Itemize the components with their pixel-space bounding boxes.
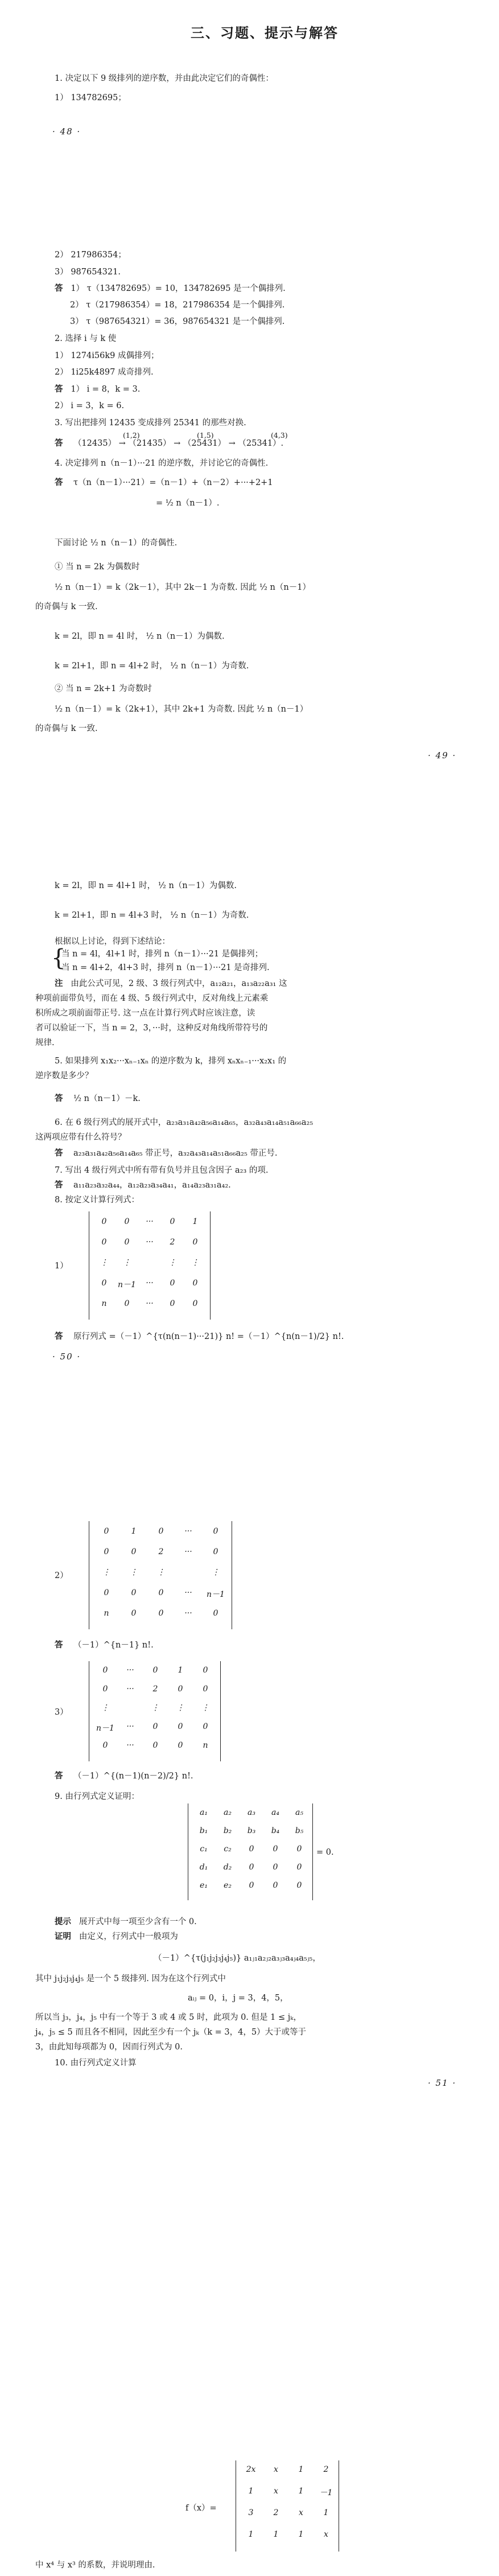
det-cell: 2x bbox=[246, 2465, 256, 2474]
q2-item1: 1） 1274i56k9 成偶排列； bbox=[55, 351, 159, 360]
q1-answer2: 2） τ（217986354）= 18，217986354 是一个偶排列. bbox=[70, 301, 285, 310]
answer-label: 答 bbox=[55, 1180, 63, 1190]
det-cell: 0 bbox=[131, 1547, 137, 1556]
det-cell: n bbox=[101, 1299, 107, 1308]
det-cell: ··· bbox=[184, 1609, 192, 1618]
answer-label: 答 bbox=[55, 284, 63, 293]
det-cell: n－1 bbox=[96, 1724, 114, 1733]
det-cell: 0 bbox=[273, 1863, 278, 1872]
q9-eq: = 0. bbox=[316, 1848, 334, 1857]
det-cell: 1 bbox=[298, 2465, 304, 2474]
det-cell: ··· bbox=[126, 1741, 134, 1750]
det-cell: 1 bbox=[323, 2508, 329, 2517]
det-cell: ··· bbox=[126, 1722, 134, 1731]
det-cell: 0 bbox=[131, 1609, 137, 1618]
det-cell: ··· bbox=[126, 1666, 134, 1675]
det-cell: c₁ bbox=[200, 1844, 208, 1854]
det-cell: a₁ bbox=[200, 1808, 208, 1817]
det-cell: n bbox=[104, 1609, 109, 1618]
det-cell: x bbox=[299, 2508, 303, 2517]
det-cell: a₂ bbox=[224, 1808, 232, 1817]
det-cell: ⋮ bbox=[191, 1258, 199, 1267]
q7-answer bbox=[55, 1180, 231, 1191]
det-cell: 1 bbox=[192, 1217, 198, 1226]
det-cell: 0 bbox=[102, 1666, 108, 1675]
answer-text: ½ n（n－1）－k. bbox=[73, 1094, 141, 1103]
det-cell: 2 bbox=[170, 1238, 175, 1247]
q10-det bbox=[236, 2460, 339, 2552]
q4-case1-b: k = 2l+1，即 n = 4l+2 时， ½ n（n－1）为奇数. bbox=[55, 662, 249, 671]
q4-case2-l1: ½ n（n－1）= k（2k+1），其中 2k+1 为奇数. 因此 ½ n（n－1） bbox=[55, 705, 308, 714]
det-cell: b₅ bbox=[295, 1826, 304, 1835]
q4-case2-l2: 的奇偶与 k 一致. bbox=[35, 724, 98, 733]
q5-answer bbox=[55, 1093, 141, 1104]
q4-case2-a: k = 2l，即 n = 4l+1 时， ½ n（n－1）为偶数. bbox=[55, 881, 237, 890]
hint-label: 提示 bbox=[55, 1917, 71, 1926]
det-cell: 0 bbox=[104, 1547, 109, 1556]
answer-text: 1） i = 8，k = 3. bbox=[71, 385, 141, 394]
det-cell: －1 bbox=[319, 2488, 333, 2497]
page-number-50: · 50 · bbox=[52, 1351, 81, 1362]
proof-label: 证明 bbox=[55, 1932, 71, 1941]
q4-case1-l2: 的奇偶与 k 一致. bbox=[35, 602, 98, 611]
det-cell: ⋮ bbox=[176, 1703, 184, 1712]
det-cell: 2 bbox=[152, 1685, 158, 1694]
answer-label: 答 bbox=[55, 1640, 63, 1650]
det-cell: e₁ bbox=[200, 1881, 208, 1890]
det-cell: x bbox=[274, 2465, 278, 2474]
q10-tail: 中 x⁴ 与 x³ 的系数，并说明理由. bbox=[35, 2561, 155, 2570]
q8-det3-label: 3） bbox=[55, 1708, 68, 1717]
det-cell: ⋮ bbox=[101, 1703, 109, 1712]
det-cell: ··· bbox=[126, 1685, 134, 1694]
det-cell: ··· bbox=[146, 1299, 154, 1308]
note-text: 由此公式可见，2 级、3 级行列式中，a₁₂a₂₁，a₁₃a₂₂a₃₁ 这 bbox=[71, 979, 287, 988]
det-cell: 0 bbox=[124, 1217, 130, 1226]
det-cell: e₂ bbox=[224, 1881, 232, 1890]
det-cell: 3 bbox=[248, 2508, 254, 2517]
q9-proof-l4: 所以当 j₃，j₄，j₅ 中有一个等于 3 或 4 或 5 时，此项为 0. 但是 1 ≤ jₖ， bbox=[35, 2013, 302, 2022]
det-cell: 0 bbox=[203, 1666, 208, 1675]
q6-prompt-l2: 这两项应带有什么符号？ bbox=[35, 1133, 126, 1142]
transposition-1: (1,2) bbox=[123, 431, 140, 439]
q5-prompt-l1: 5. 如果排列 x₁x₂···xₙ₋₁xₙ 的逆序数为 k，排列 xₙxₙ₋₁···x₂x₁ 的 bbox=[55, 1057, 287, 1066]
q4-case1: ① 当 n = 2k 为偶数时 bbox=[55, 562, 140, 572]
det-cell: b₃ bbox=[247, 1826, 256, 1835]
det-cell: 0 bbox=[158, 1527, 164, 1536]
det-cell: 0 bbox=[178, 1741, 183, 1750]
det-cell: 0 bbox=[249, 1844, 254, 1854]
answer-label: 答 bbox=[55, 478, 63, 487]
answer-label: 答 bbox=[55, 1332, 63, 1341]
det-cell: 0 bbox=[192, 1279, 198, 1288]
det-cell: 1 bbox=[273, 2530, 279, 2539]
det-cell: ⋮ bbox=[212, 1568, 220, 1577]
q9-proof-l1 bbox=[55, 1931, 178, 1942]
q4-prompt: 4. 决定排列 n（n－1）···21 的逆序数，并讨论它的奇偶性. bbox=[55, 459, 269, 468]
answer-label: 答 bbox=[55, 1148, 63, 1158]
q2-item2: 2） 1i25k4897 成奇排列. bbox=[55, 368, 154, 377]
q6-answer bbox=[55, 1148, 278, 1159]
det-cell: 0 bbox=[170, 1299, 175, 1308]
conclusion-brace: { bbox=[51, 945, 66, 971]
det-cell: 2 bbox=[273, 2508, 279, 2517]
det-cell: 0 bbox=[152, 1722, 158, 1731]
q4-conclusion1: 当 n = 4l，4l+1 时，排列 n（n－1）···21 是偶排列； bbox=[61, 950, 263, 959]
det-cell: 0 bbox=[158, 1588, 164, 1597]
det-cell: b₁ bbox=[199, 1826, 208, 1835]
det-cell: 1 bbox=[248, 2487, 254, 2496]
det-cell: ··· bbox=[184, 1527, 192, 1536]
det-cell: 0 bbox=[104, 1527, 109, 1536]
det-cell: b₂ bbox=[223, 1826, 232, 1835]
q7-prompt: 7. 写出 4 级行列式中所有带有负号并且包含因子 a₂₃ 的项. bbox=[55, 1166, 269, 1175]
det-cell: 0 bbox=[101, 1279, 107, 1288]
det-cell: 2 bbox=[158, 1547, 164, 1556]
q9-prompt: 9. 由行列式定义证明： bbox=[55, 1792, 139, 1801]
q8-det1-answer bbox=[55, 1331, 344, 1342]
det-cell: 0 bbox=[273, 1844, 278, 1854]
answer-label: 答 bbox=[55, 384, 63, 394]
q1-answer1 bbox=[55, 283, 286, 294]
q1-answer3: 3） τ（987654321）= 36，987654321 是一个偶排列. bbox=[70, 317, 285, 326]
q8-det3-answer bbox=[55, 1770, 193, 1782]
q8-det1 bbox=[89, 1211, 211, 1320]
q6-prompt-l1: 6. 在 6 级行列式的展开式中，a₂₃a₃₁a₄₂a₅₆a₁₄a₆₅，a₃₂a₄₃a₁₄a₅₁a₆₆a₂₅ bbox=[55, 1118, 314, 1127]
note-label: 注 bbox=[55, 979, 63, 988]
det-cell: 0 bbox=[102, 1685, 108, 1694]
q3-prompt: 3. 写出把排列 12435 变成排列 25341 的那些对换. bbox=[55, 418, 246, 428]
answer-text: 原行列式 =（－1）^{τ(n(n－1)···21)} n! =（－1）^{n(n－1)/2} n!. bbox=[73, 1332, 344, 1341]
det-cell: ⋮ bbox=[130, 1568, 138, 1577]
q1-item2: 2） 217986354； bbox=[55, 250, 126, 260]
section-title: 三、习题、提示与解答 bbox=[191, 25, 339, 41]
q2-prompt: 2. 选择 i 与 k 使 bbox=[55, 334, 117, 343]
answer-text: （－1）^{n－1} n!. bbox=[73, 1641, 154, 1650]
det-cell: b₄ bbox=[271, 1826, 280, 1835]
det-cell: d₁ bbox=[199, 1863, 208, 1872]
det-cell: 0 bbox=[213, 1527, 218, 1536]
q8-det1-label: 1） bbox=[55, 1262, 68, 1271]
det-cell: 0 bbox=[102, 1741, 108, 1750]
q9-proof-l3: aᵢⱼ = 0，i，j = 3，4，5， bbox=[188, 1994, 288, 2003]
q9-proof-l5: j₄，j₅ ≤ 5 而且各不相同，因此至少有一个 jₖ（k = 3，4，5）大于或等于 bbox=[35, 2028, 307, 2037]
det-cell: ··· bbox=[184, 1547, 192, 1556]
det-cell: 0 bbox=[203, 1685, 208, 1694]
det-cell: 2 bbox=[323, 2465, 329, 2474]
q4-case2: ② 当 n = 2k+1 为奇数时 bbox=[55, 684, 152, 693]
det-cell: ⋮ bbox=[168, 1258, 176, 1267]
det-cell: ··· bbox=[146, 1217, 154, 1226]
det-cell: n－1 bbox=[207, 1590, 225, 1599]
q4-answer-line2: = ½ n（n－1）. bbox=[156, 499, 220, 508]
det-cell: 0 bbox=[170, 1217, 175, 1226]
answer-text: （－1）^{(n－1)(n－2)/2} n!. bbox=[73, 1772, 193, 1781]
q3-answer bbox=[55, 438, 283, 449]
det-cell: 0 bbox=[192, 1238, 198, 1247]
q2-answer2: 2） i = 3，k = 6. bbox=[55, 401, 125, 410]
det-cell: 0 bbox=[124, 1299, 130, 1308]
q2-answer1 bbox=[55, 384, 140, 395]
det-cell: 0 bbox=[101, 1217, 107, 1226]
det-cell: 1 bbox=[298, 2530, 304, 2539]
answer-label: 答 bbox=[55, 1094, 63, 1103]
det-cell: d₂ bbox=[223, 1863, 232, 1872]
det-cell: a₄ bbox=[271, 1808, 279, 1817]
q4-note-l1 bbox=[55, 978, 287, 989]
det-cell: x bbox=[274, 2487, 278, 2496]
q1-item1: 1） 134782695； bbox=[55, 93, 126, 102]
transposition-2: (1,5) bbox=[197, 431, 214, 439]
det-cell: 0 bbox=[152, 1666, 158, 1675]
det-cell: n－1 bbox=[118, 1280, 136, 1289]
hint-text: 展开式中每一项至少含有一个 0. bbox=[79, 1917, 197, 1926]
det-cell: 0 bbox=[203, 1722, 208, 1731]
q9-proof-formula: （－1）^{τ(j₁j₂j₃j₄j₅)} a₁ⱼ₁a₂ⱼ₂a₃ⱼ₃a₄ⱼ₄a₅ⱼ₅， bbox=[154, 1954, 321, 1963]
q4-discuss: 下面讨论 ½ n（n－1）的奇偶性. bbox=[55, 539, 178, 548]
det-cell: 0 bbox=[152, 1741, 158, 1750]
det-cell: ⋮ bbox=[201, 1703, 209, 1712]
transposition-3: (4,3) bbox=[271, 431, 288, 439]
det-cell: 0 bbox=[178, 1722, 183, 1731]
det-cell: 0 bbox=[296, 1863, 302, 1872]
det-cell: a₅ bbox=[295, 1808, 303, 1817]
answer-text: a₂₃a₃₁a₄₂a₅₆a₁₄a₆₅ 带正号，a₃₂a₄₃a₁₄a₅₁a₆₆a₂₅ 带正号. bbox=[73, 1149, 278, 1158]
q1-prompt: 1. 决定以下 9 级排列的逆序数，并由此决定它们的奇偶性： bbox=[55, 74, 274, 83]
det-cell: 0 bbox=[124, 1238, 130, 1247]
q10-prompt: 10. 由行列式定义计算 bbox=[55, 2059, 137, 2068]
answer-text: （12435） → （21435） → （25431） → （25341）. bbox=[73, 439, 284, 448]
det-cell: 0 bbox=[101, 1238, 107, 1247]
det-cell: 0 bbox=[213, 1609, 218, 1618]
answer-prefix: 1） bbox=[71, 284, 85, 293]
det-cell: 0 bbox=[192, 1299, 198, 1308]
q8-prompt: 8. 按定义计算行列式： bbox=[55, 1195, 139, 1205]
det-cell: 0 bbox=[296, 1844, 302, 1854]
det-cell: ⋮ bbox=[100, 1258, 108, 1267]
q5-prompt-l2: 逆序数是多少？ bbox=[35, 1071, 93, 1080]
det-cell: ⋮ bbox=[157, 1568, 165, 1577]
q4-conclude: 根据以上讨论，得到下述结论： bbox=[55, 937, 170, 946]
q4-conclusion2: 当 n = 4l+2，4l+3 时，排列 n（n－1）···21 是奇排列. bbox=[61, 963, 270, 972]
det-cell: n bbox=[203, 1741, 208, 1750]
q9-proof-l6: 3，由此知每项都为 0，因而行列式为 0. bbox=[35, 2043, 183, 2052]
det-cell: c₂ bbox=[224, 1844, 232, 1854]
q4-case1-l1: ½ n（n－1）= k（2k－1），其中 2k－1 为奇数. 因此 ½ n（n－1） bbox=[55, 583, 311, 592]
det-cell: 0 bbox=[213, 1547, 218, 1556]
det-cell: a₃ bbox=[248, 1808, 255, 1817]
det-cell: 0 bbox=[131, 1588, 137, 1597]
det-cell: 0 bbox=[178, 1685, 183, 1694]
det-cell: 1 bbox=[298, 2487, 304, 2496]
det-cell: ··· bbox=[146, 1279, 154, 1288]
q8-det2-label: 2） bbox=[55, 1571, 68, 1580]
q8-det2 bbox=[89, 1521, 232, 1629]
q4-case2-b: k = 2l+1，即 n = 4l+3 时， ½ n（n－1）为奇数. bbox=[55, 911, 249, 920]
det-cell: 0 bbox=[249, 1881, 254, 1890]
q9-det bbox=[188, 1803, 313, 1900]
answer-text: a₁₁a₂₃a₃₂a₄₄，a₁₂a₂₃a₃₄a₄₁，a₁₄a₂₃a₃₁a₄₂. bbox=[73, 1181, 231, 1190]
det-cell: 0 bbox=[273, 1881, 278, 1890]
answer-text: τ（134782695）= 10，134782695 是一个偶排列. bbox=[86, 284, 286, 293]
proof-text: 由定义，行列式中一般项为 bbox=[79, 1932, 178, 1941]
q4-case1-a: k = 2l，即 n = 4l 时， ½ n（n－1）为偶数. bbox=[55, 632, 225, 641]
det-cell: ··· bbox=[146, 1238, 154, 1247]
q9-hint bbox=[55, 1916, 197, 1928]
det-cell: ··· bbox=[184, 1588, 192, 1597]
det-cell: x bbox=[324, 2530, 328, 2539]
page-number-49: · 49 · bbox=[428, 750, 457, 761]
det-cell: 1 bbox=[178, 1666, 183, 1675]
q4-note-l4: 者可以验证一下，当 n = 2，3，···时，这种反对角线所带符号的 bbox=[35, 1024, 268, 1033]
det-cell: 0 bbox=[296, 1881, 302, 1890]
det-cell: 0 bbox=[158, 1609, 164, 1618]
det-cell: ⋮ bbox=[102, 1568, 110, 1577]
det-cell: ⋮ bbox=[151, 1703, 159, 1712]
q10-fx: f（x）= bbox=[185, 2504, 217, 2513]
det-cell: 0 bbox=[170, 1279, 175, 1288]
answer-label: 答 bbox=[55, 438, 63, 448]
q9-proof-l2: 其中 j₁j₂j₃j₄j₅ 是一个 5 级排列. 因为在这个行列式中 bbox=[35, 1974, 226, 1983]
q8-det2-answer bbox=[55, 1640, 154, 1651]
q8-det3 bbox=[89, 1661, 221, 1761]
answer-text: τ（n（n－1）···21）=（n－1）+（n－2）+···+2+1 bbox=[73, 478, 273, 487]
answer-label: 答 bbox=[55, 1771, 63, 1781]
q4-note-l3: 积所成之项前面带正号. 这一点在计算行列式时应该注意，读 bbox=[35, 1009, 255, 1018]
det-cell: 1 bbox=[131, 1527, 137, 1536]
det-cell: ⋮ bbox=[123, 1258, 131, 1267]
q4-answer-line1 bbox=[55, 477, 273, 488]
q4-note-l2: 种项前面带负号，而在 4 级、5 级行列式中，反对角线上元素乘 bbox=[35, 994, 269, 1003]
det-cell: 0 bbox=[249, 1863, 254, 1872]
det-cell: 0 bbox=[104, 1588, 109, 1597]
det-cell: 1 bbox=[248, 2530, 254, 2539]
q4-note-l5: 规律. bbox=[35, 1038, 55, 1047]
page-number-48: · 48 · bbox=[52, 126, 81, 137]
page-number-51: · 51 · bbox=[428, 2078, 457, 2088]
q1-item3: 3） 987654321. bbox=[55, 268, 121, 277]
